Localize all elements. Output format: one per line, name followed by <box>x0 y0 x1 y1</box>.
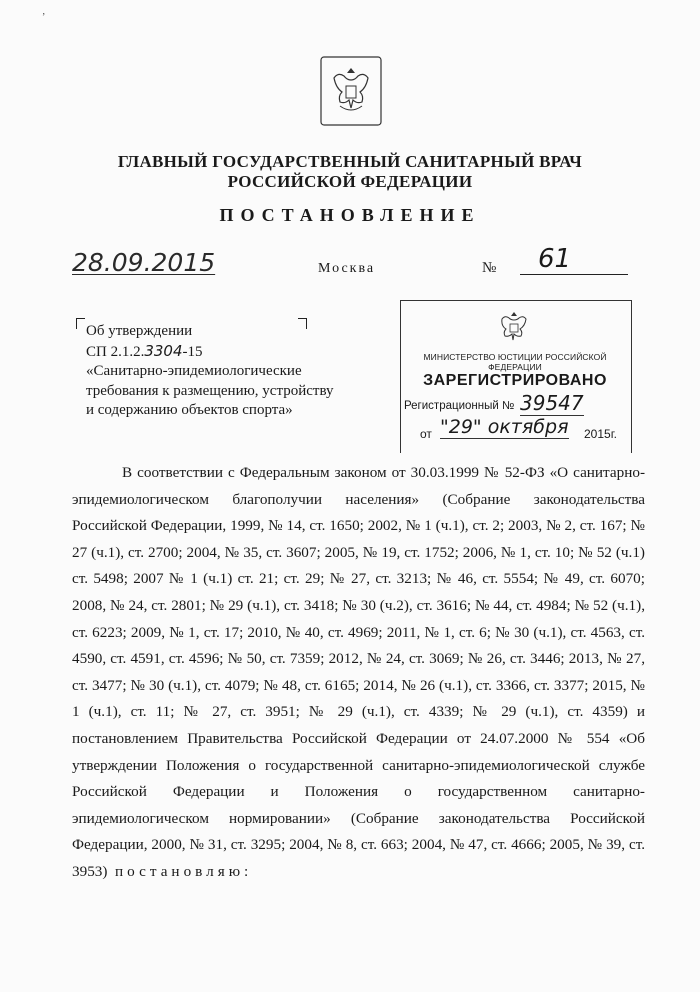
stamp-reg-label: Регистрационный № <box>404 400 515 412</box>
approval-line3: «Санитарно-эпидемиологические <box>86 363 302 379</box>
document-type: ПОСТАНОВЛЕНИЕ <box>219 205 481 225</box>
preamble-paragraph <box>72 460 645 886</box>
approval-line1: Об утверждении <box>86 323 193 339</box>
approval-line5: и содержанию объектов спорта» <box>86 402 293 418</box>
issuer-title-line1: ГЛАВНЫЙ ГОСУДАРСТВЕННЫЙ САНИТАРНЫЙ ВРАЧ <box>117 152 583 171</box>
stamp-reg-number: 39547 <box>520 391 584 415</box>
sp-code-prefix: СП 2.1.2. <box>86 343 145 360</box>
preamble <box>72 460 645 886</box>
coat-of-arms-icon <box>320 56 382 126</box>
stamp-registered: ЗАРЕГИСТРИРОВАНО <box>423 372 607 389</box>
scan-mark: ʼ <box>42 12 46 23</box>
decree-verb: постановляю: <box>115 862 253 880</box>
approval-line4: требования к размещению, устройству <box>86 382 334 399</box>
stamp-ministry: МИНИСТЕРСТВО ЮСТИЦИИ РОССИЙСКОЙ ФЕДЕРАЦИИ <box>423 352 607 372</box>
approval-subject <box>86 322 334 421</box>
stamp-emblem-icon <box>497 308 531 346</box>
stamp-date-value: "29" октября <box>440 416 569 438</box>
document-number-label: № <box>482 260 497 276</box>
document-number: 61 <box>538 244 572 274</box>
sp-code-handwritten: 3304 <box>144 341 183 360</box>
approval-line2 <box>86 342 334 363</box>
sp-code-suffix: -15 <box>182 343 203 360</box>
stamp-date-prefix: от <box>420 427 432 441</box>
document-date: 28.09.2015 <box>72 248 216 277</box>
stamp-date-year: 2015г. <box>584 427 617 441</box>
preamble-text: В соответствии с Федеральным законом от 30.03.1999 № 52-ФЗ «О санитарно-эпидемиологическом благополучии населения» (Собрание законодательства Российской Федерации, 1999, № 14, ст. 1650; 2002, № 1 (ч.1), ст. 2; 2003, № 2, ст. 167; № 27 (ч.1), ст. 2700; 2004, № 35, ст. 3607; 2005, № 19, ст. 1752; 2006, № 1, ст. 10; № 52 (ч.1) ст. 5498; 2007 № 1 (ч.1) ст. 21; ст. 29; № 27, ст. 3213; № 46, ст. 5554; № 49, ст. 6070; 2008, № 24, ст. 2801; № 29 (ч.1), ст. 3418; № 30 (ч.2), ст. 3616; № 44, ст. 4984; № 52 (ч.1), ст. 6223; 2009, № 1, ст. 17; 2010, № 40, ст. 4969; 2011, № 1, ст. 6; № 30 (ч.1), ст. 4563, ст. 4590, ст. 4591, ст. 4596; № 50, ст. 7359; 2012, № 24, ст. 3069; № 26, ст. 3446; 2013, № 27, ст. 3477; № 30 (ч.1), ст. 4079; № 48, ст. 6165; 2014, № 26 (ч.1), ст. 3366, ст. 3377; 2015, № 1 (ч.1), ст. 11; № 27, ст. 3951; № 29 (ч.1), ст. 4339; № 29 (ч.1), ст. 4359) и постановлением Правительства Российской Федерации от 24.07.2000 № 554 «Об утверждении Положения о государственной санитарно-эпидемиологической службе Российской Федерации и Положения о государственном санитарно-эпидемиологическом нормировании» (Собрание законодательства Российской Федерации, 2000, № 31, ст. 3295; 2004, № 8, ст. 663; 2004, № 47, ст. 4666; 2005, № 39, ст. 3953) <box>72 464 645 880</box>
document-city: Москва <box>318 261 376 276</box>
issuer-title-line2: РОССИЙСКОЙ ФЕДЕРАЦИИ <box>227 172 473 191</box>
bracket-left <box>76 318 85 329</box>
document-number-field <box>520 244 628 275</box>
